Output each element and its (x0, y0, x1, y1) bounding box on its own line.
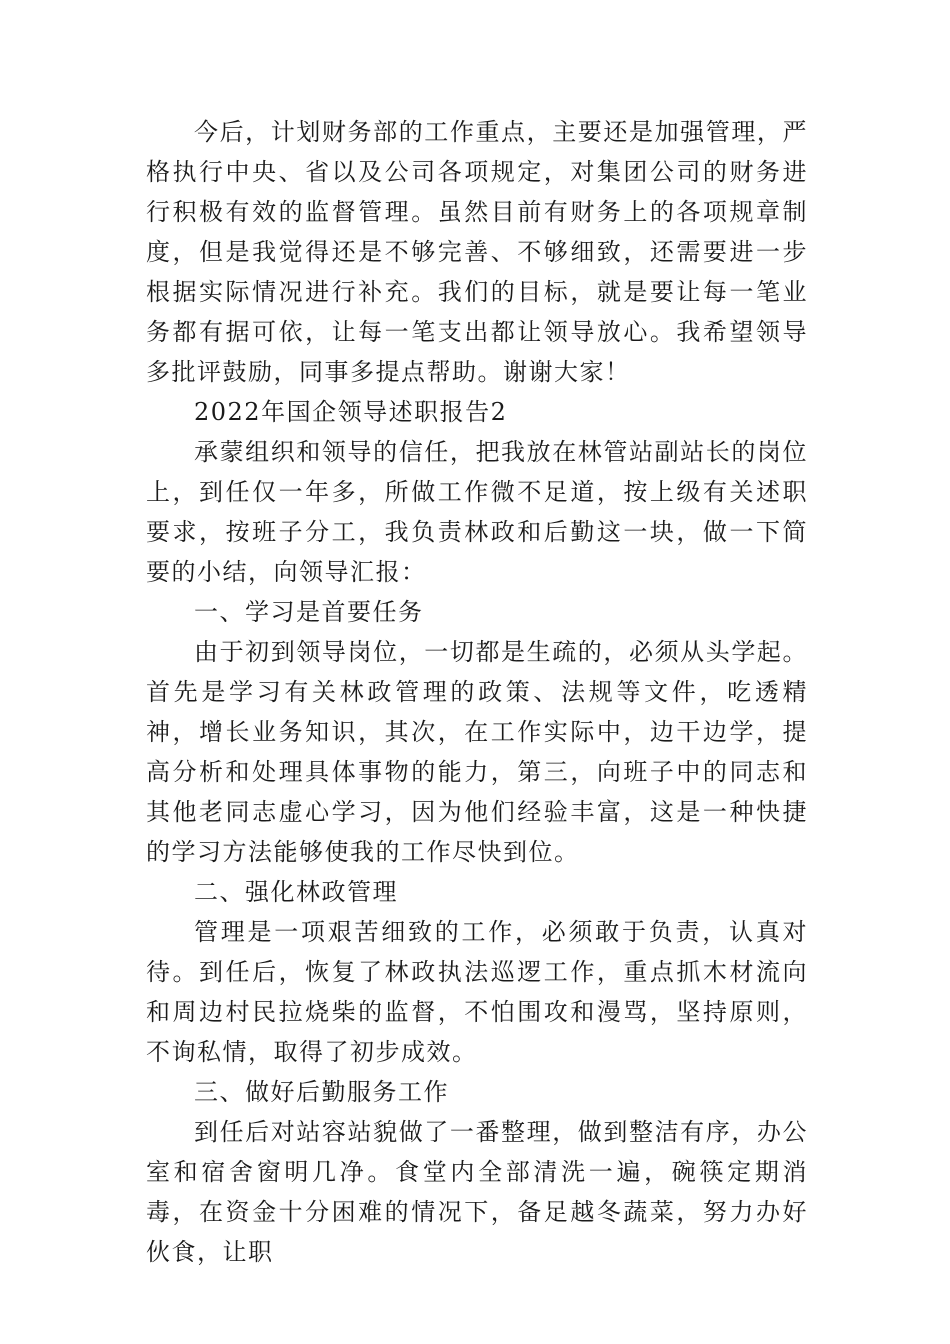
section-heading-forest-management: 二、强化林政管理 (194, 878, 398, 906)
paragraph-logistics: 到任后对站容站貌做了一番整理，做到整洁有序，办公室和宿舍窗明几净。食堂内全部清洗一遍，碗筷定期消毒，在资金十分困难的情况下，备足越冬蔬菜，努力办好伙食，让职 (146, 1118, 808, 1266)
report-title: 2022年国企领导述职报告2 (194, 398, 508, 426)
section-heading-study: 一、学习是首要任务 (194, 598, 424, 626)
document-body (146, 112, 808, 1272)
paragraph-finance-plan: 今后，计划财务部的工作重点，主要还是加强管理，严格执行中央、省以及公司各项规定，对集团公司的财务进行积极有效的监督管理。虽然目前有财务上的各项规章制度，但是我觉得还是不够完善、不够细致，还需要进一步根据实际情况进行补充。我们的目标，就是要让每一笔业务都有据可依，让每一笔支出都让领导放心。我希望领导多批评鼓励，同事多提点帮助。谢谢大家！ (146, 118, 808, 386)
paragraph-forest-management: 管理是一项艰苦细致的工作，必须敢于负责，认真对待。到任后，恢复了林政执法巡逻工作，重点抓木材流向和周边村民拉烧柴的监督，不怕围攻和漫骂，坚持原则，不询私情，取得了初步成效。 (146, 918, 808, 1066)
section-heading-logistics: 三、做好后勤服务工作 (194, 1078, 449, 1106)
paragraph-study: 由于初到领导岗位，一切都是生疏的，必须从头学起。首先是学习有关林政管理的政策、法规等文件，吃透精神，增长业务知识，其次，在工作实际中，边干边学，提高分析和处理具体事物的能力，第三，向班子中的同志和其他老同志虚心学习，因为他们经验丰富，这是一种快捷的学习方法能够使我的工作尽快到位。 (146, 638, 808, 866)
paragraph-intro: 承蒙组织和领导的信任，把我放在林管站副站长的岗位上，到任仅一年多，所做工作微不足道，按上级有关述职要求，按班子分工，我负责林政和后勤这一块，做一下简要的小结，向领导汇报： (146, 438, 808, 586)
